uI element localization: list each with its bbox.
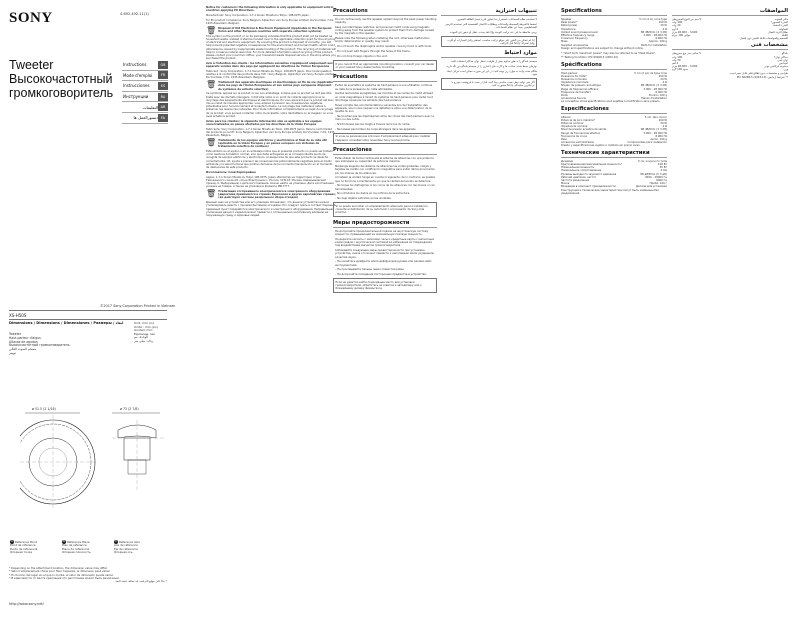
precaution-item: Al instalar la unidad, tenga en cuenta lo siguiente; de lo contrario, es posible que no funcione correctamente y/o que la calidad del sonido se deteriore. bbox=[335, 176, 435, 183]
spec-value: 4 Ω bbox=[662, 81, 667, 85]
weee-heading: Tratamiento de los equipos eléctricos y electrónicos al final de su vida útil (aplicable en la Unión Europea y en países europeos con sistemas de tratamiento selectivo de residuos) bbox=[218, 138, 327, 149]
spec-value: 100 Вт bbox=[657, 162, 667, 166]
unit-text: الوحدة: مم bbox=[134, 335, 148, 340]
precaution-item: – Ne touchez pas les diaphragmes et/ou les cônes des haut-parleurs avec la main ou des outils. bbox=[335, 114, 434, 122]
spec-value: حدود 100 گرم bbox=[672, 68, 689, 72]
eu-notice-column bbox=[206, 6, 336, 611]
spec-label: Рабочий диапазон частот bbox=[561, 175, 597, 179]
note-text: * En función del lugar en el que lo monte, el valor de dimensión puede variar. bbox=[9, 572, 114, 577]
precaution-item: – No deje objetos extraños en las unidades. bbox=[335, 197, 392, 201]
spec-value: 30 Вт bbox=[659, 166, 667, 170]
spec-value: Детали для установки bbox=[636, 185, 667, 189]
note-text: * Selon l'emplacement choisi pour fixer l'appareil, la dimension peut varier. bbox=[9, 569, 111, 574]
language-row bbox=[122, 81, 168, 92]
spec-footnote: ** شرایط آزمایش: IEC 60268-5 (2003-10) bbox=[736, 76, 788, 80]
notice-heading: Изготовитель: Сони Корпорейшн bbox=[206, 170, 256, 174]
section-heading: موارد احتیاط bbox=[441, 50, 537, 58]
section-heading: Precautions bbox=[333, 8, 437, 16]
legend-text: Опорная точка bbox=[10, 550, 33, 555]
front-view-drawing bbox=[20, 413, 98, 508]
website-link[interactable]: http://www.sony.net/ bbox=[9, 602, 44, 606]
spec-value: 4 Ω bbox=[662, 27, 667, 31]
precaution-item: Do not continuously use the speaker system beyond the peak power handling capacity. bbox=[335, 18, 437, 25]
precaution-item: Évitez de soumettre le système de haut-parleurs à une utilisation continue au-delà de la puissance de crête admissible. bbox=[335, 84, 433, 91]
notice-text: Fabricant : Sony Corporation, 1-7-1 Konan Minato-ku Tokyo, 108-0075 Japon. Pour toute question relative à la conformité des produits dans l'UE : Sony Belgium, bijkantoor van Sony Europe Limited, Da Vincilaan 7-D1, 1935 Zaventem, Belgique. bbox=[206, 70, 336, 80]
precaution-box: إذا لم تتمكن من العثور على موقع تركيب مناسب، استشر وكيل السيارات أو أقرب وكيل لشركة Sony قبل التركيب. bbox=[441, 36, 537, 47]
spec-label: Puissance de crête* bbox=[561, 74, 587, 78]
spec-value: 3000 – 28000 Гц bbox=[645, 175, 667, 179]
spec-value: Componentes para instalación bbox=[627, 141, 667, 145]
legend-text: Point de référence bbox=[10, 543, 36, 548]
spec-label: توان نامی bbox=[777, 58, 788, 62]
spec-value: 3,000 – 28,000 هرتز bbox=[672, 30, 698, 34]
weee-block bbox=[206, 190, 336, 201]
divider bbox=[9, 319, 167, 320]
legend-text: Axe de référence bbox=[114, 543, 138, 548]
section-heading: تنبيهات احترازية bbox=[441, 8, 537, 16]
product-name: مضخم الصوت العالي bbox=[9, 347, 37, 352]
section-heading: Précautions bbox=[333, 74, 437, 82]
language-code: AR bbox=[158, 103, 168, 111]
section-heading: Precauciones bbox=[333, 147, 437, 155]
legend-text: Plan de référence bbox=[62, 543, 87, 548]
spec-value: 6,000 Hz bbox=[655, 37, 667, 41]
language-row bbox=[122, 102, 168, 113]
dimension-diagram bbox=[20, 390, 170, 535]
precaution-item: Please note the following when installing the unit, otherwise malfunction and/or deterioration in quality may result. bbox=[335, 37, 430, 44]
notice-heading: Aviso para los clientes: la siguiente información sólo es aplicable a los equipos comercializados en países afectados por las directivas de la Unión Europea bbox=[206, 119, 322, 126]
legend-item-b bbox=[62, 540, 91, 555]
dimension-notes bbox=[9, 567, 167, 583]
spec-label: القدرة القصوى* bbox=[770, 21, 788, 25]
weee-text: Данный знак на устройстве или его упаковке обозначает, что данное устройство нельзя утилизировать вместе с прочими бытовыми отходами. Его следует сдать в соответствующий приемный пункт переработки электрического и электронного оборудования. Неправильная утилизация данного изделия может привести к потенциально негативному влиянию на окружающую среду и здоровье людей. bbox=[206, 201, 336, 218]
spec-label: Частота разделения bbox=[561, 178, 590, 182]
spec-label: Rango de frecuencias efectivo bbox=[561, 131, 601, 135]
spec-label: القدرة المقننة bbox=[773, 24, 788, 28]
arabic-persian-precautions bbox=[441, 6, 537, 306]
notice-text: For EU product compliance: Sony Belgium, bijkantoor van Sony Europe Limited, Da Vincilaan 7-D1, 1935 Zaventem, Belgium. bbox=[206, 18, 335, 25]
sony-logo: SONY bbox=[9, 10, 53, 26]
spec-note: طراحی و مشخصات بدون اطلاع قبلی قابل تغییر است. bbox=[729, 71, 788, 75]
section-heading: Spécifications bbox=[561, 62, 667, 70]
language-row bbox=[122, 71, 168, 82]
spec-label: Входящие в комплект принадлежности bbox=[561, 185, 616, 189]
weee-bin-icon: 🗑 bbox=[206, 137, 217, 147]
precaution-item: Не допускайте продолжительной подачи на акустическую систему мощности, превышающей ее номинальную пиковую мощность. bbox=[335, 230, 429, 237]
product-name: Высокочастотный громкоговоритель bbox=[9, 343, 70, 348]
spec-value: 3 000 – 28 000 Hz bbox=[643, 131, 667, 135]
spec-label: Peak power* bbox=[561, 21, 578, 25]
spec-value: 5 cm, tipo cónico bbox=[644, 115, 667, 119]
precaution-box: If you cannot find an appropriate mounting location, consult your car dealer or your nearest Sony dealer before mounting. bbox=[333, 60, 437, 71]
spec-label: Speaker bbox=[561, 18, 572, 21]
weee-heading: Утилизация отслужившего электрического и электронного оборудования (директива применяется в странах Евросоюза и других европейских странах, где действуют системы раздельного сбора отходов) bbox=[218, 190, 336, 200]
product-name: توییتر bbox=[9, 350, 16, 355]
spec-value: 5 см, конусного типа bbox=[638, 159, 667, 163]
spec-label: Масса bbox=[561, 182, 570, 186]
spec-value: 30 وات bbox=[672, 58, 681, 62]
spec-label: Nivel de presión acústica de salida bbox=[561, 128, 607, 132]
spec-label: Altavoz bbox=[561, 115, 571, 119]
spec-note: Design and specifications are subject to change without notice. bbox=[561, 46, 644, 50]
spec-value: 6 000 Hz bbox=[655, 90, 667, 94]
spec-label: نطاق التردد الفعال bbox=[767, 30, 788, 34]
language-code: FR bbox=[158, 71, 168, 79]
spec-value: 88 dB/W/m (± 3 dB) bbox=[640, 128, 667, 132]
weee-block bbox=[206, 139, 336, 150]
note-text: * Depending on the attachment location, the dimension value may differ. bbox=[9, 566, 108, 570]
weee-block bbox=[206, 27, 336, 35]
spec-note: La conception et les spécifications sont sujettes à modification sans préavis. bbox=[561, 100, 661, 104]
spec-value: 100 W bbox=[658, 74, 667, 78]
precautions-column bbox=[333, 6, 437, 611]
units-list bbox=[134, 322, 158, 344]
title-line: Высокочастотный bbox=[9, 72, 113, 86]
product-title bbox=[9, 58, 113, 100]
precaution-item: لا تستخدم نظام السماعات باستمرار بما يتجاوز قدرة تحمل الطاقة القصوى. bbox=[456, 18, 537, 21]
precaution-box: Si no puede encontrar un emplazamiento adecuado para la instalación, consulte al distribuidor de su automóvil o al proveedor de Sony más próximo. bbox=[333, 202, 437, 217]
notice-heading: Notice for customers: the following information is only applicable to equipment sold in countries applying EU Directives. bbox=[206, 6, 334, 13]
language-row bbox=[122, 113, 168, 124]
precaution-item: – Не касайтесь диафрагм и/или диффузоров руками или какими-либо инструментами. bbox=[335, 260, 432, 267]
precaution-item: Keep recorded tapes, watches, and personal credit cards using magnetic coding away from the speaker system to protect them from damage caused by the magnets in the speaker. bbox=[335, 26, 435, 36]
arabic-persian-specifications bbox=[672, 6, 788, 246]
precaution-item: – Не просовывайте пальцы через отверстия рамы. bbox=[335, 268, 405, 272]
mount-label: ø 73 (2 7/8) bbox=[120, 407, 139, 411]
language-code: FA bbox=[158, 114, 168, 122]
notice-heading: Avis à l'intention des clients : les informations suivantes s'appliquent uniquement aux appareils vendus dans des pays qui appliquent les directives de l'Union Européenne bbox=[206, 62, 333, 69]
precaution-item: Mantenga alejados del sistema de altavoces las cintas grabadas, relojes y tarjetas de crédito con codificación magnética para evitar daños provocados por los imanes de los altavoces. bbox=[335, 165, 435, 175]
product-name: Tweeter bbox=[9, 332, 22, 336]
spec-label: Potencia de pico máxima* bbox=[561, 118, 595, 122]
spec-value: 6 000 Hz bbox=[655, 134, 667, 138]
spec-value: 30 W bbox=[660, 78, 667, 82]
spec-label: Динамик bbox=[561, 159, 574, 163]
precaution-item: Gardez les bandes enregistrées, les montres et les cartes de crédit utilisant un code magnétique à l'écart du système de haut-parleurs pour éviter tout dommage causé par les aimants des haut-parleurs. bbox=[335, 92, 434, 102]
spec-value: 5 cm (2 in) cone type bbox=[639, 18, 667, 21]
spec-value: 88 dB/W/m (± 3 dB) bbox=[640, 84, 667, 88]
product-name: Haut-parleur d'aigus bbox=[9, 335, 41, 340]
spec-label: Rated power bbox=[561, 24, 578, 28]
spec-label: Accessoires fournis bbox=[561, 97, 586, 101]
notice-text: Manufacturer: Sony Corporation, 1-7-1 Konan Minato-ku Tokyo, 108-0075 Japan. bbox=[206, 14, 310, 17]
weee-text: This symbol on the product or on its packaging indicates that this product shall not be treated as household waste. Instead it shall be handed over to the applicable collection point for the recycling of electrical and electronic equipment. By ensuring this product is disposed of correctly, you will help prevent potential negative consequences for the environment and human health, which could otherwise be caused by inappropriate waste handling of this product. The recycling of materials will help to conserve natural resources. For more detailed information about recycling of this product, please contact your local Civic Office, your household waste disposal service or the shop where you purchased the product. bbox=[206, 34, 336, 61]
spec-value: Environ 100 g bbox=[648, 94, 667, 98]
spec-value: 4 Ω bbox=[662, 125, 667, 129]
language-name: دستورالعمل ها bbox=[133, 115, 158, 121]
section-heading: المواصفات bbox=[672, 8, 788, 16]
spec-label: محدوده فرکانس موثر bbox=[764, 65, 788, 69]
language-row bbox=[122, 92, 168, 103]
notice-text: Fabricante: Sony Corporation, 1-7-1 Konan Minato-ku Tokio, 108-0075 Japón. Para la conformidad del producto en la UE: Sony Belgium, bijkantoor van Sony Europe Limited, Da Vincilaan 7-D1, 1935 Zaventem, Bélgica. bbox=[206, 127, 335, 138]
spec-value: 3 000 – 28 000 Hz bbox=[643, 87, 667, 91]
unit-text: Unité : mm (po) bbox=[134, 324, 158, 329]
precaution-box: اگر نمی توانید محل نصب مناسبی پیدا کنید، قبل از نصب با فروشنده خودرو یا نزدیکترین نمایندگی Sony مشورت کنید. bbox=[441, 78, 537, 89]
spec-value: 3,000 – 28,000 هرتز bbox=[672, 65, 698, 69]
section-heading: Especificaciones bbox=[561, 106, 667, 114]
legend-badge: B bbox=[63, 540, 65, 543]
language-row bbox=[122, 60, 168, 71]
language-name: Mode d'emploi bbox=[123, 72, 153, 78]
spec-label: Frecuencia de cruce bbox=[561, 134, 588, 138]
spec-label: الكتلة bbox=[782, 34, 788, 38]
spec-value: 30 وات bbox=[672, 24, 681, 28]
spec-label: وزن bbox=[783, 68, 788, 72]
spec-label: Haut-parleur bbox=[561, 71, 578, 75]
spec-value: 5 سم من النوع المخروطي bbox=[672, 18, 701, 21]
divider bbox=[9, 310, 167, 311]
language-code: ES bbox=[158, 82, 168, 90]
spec-value: 3,000 – 28,000 Hz bbox=[643, 34, 667, 38]
spec-value: 30 W bbox=[660, 24, 667, 28]
precaution-item: هنگام نصب واحد به موارد زیر توجه کنید، در غیر این صورت ممکن است خرابی ایجاد شود. bbox=[446, 70, 537, 77]
legend-text: Reference Axis bbox=[119, 540, 140, 544]
spec-value: 100 وات bbox=[672, 55, 683, 59]
spec-value: حوالي 100 جرام bbox=[672, 34, 691, 38]
precaution-box: Si vous ne parvenez pas à trouver d'emplacement adéquat pour installer l'appareil, consultez votre revendeur Sony le plus proche. bbox=[333, 133, 437, 144]
precaution-item: احتفظ بالأشرطة المسجلة والساعات وبطاقات الائتمان الشخصية التي تستخدم الترميز المغناطيسي بعيداً عن نظام السماعات. bbox=[445, 22, 537, 29]
language-index bbox=[122, 60, 168, 124]
legend-text: Reference Point bbox=[15, 540, 37, 544]
precaution-item: – N'introduisez pas les doigts à travers les trous du cadre. bbox=[335, 122, 411, 126]
spec-label: Output sound pressure level bbox=[561, 30, 598, 34]
spec-value: 100 وات bbox=[672, 21, 683, 25]
spec-value: 4 اهم bbox=[672, 62, 679, 66]
spec-value: Pièces d'installation bbox=[641, 97, 667, 101]
precaution-item: Не держите кассеты с записями, часы и кредитные карты с магнитным кодом рядом с акустической системой во избежание их повреждения под воздействием магнитов громкоговорителя. bbox=[335, 238, 435, 248]
spec-value: 4 أوم bbox=[672, 27, 679, 31]
weee-bin-icon: 🗑 bbox=[206, 80, 217, 90]
product-names bbox=[9, 333, 70, 356]
precaution-item: – Ne laissez pas tomber de corps étrangers dans les appareils. bbox=[335, 127, 417, 131]
unit-text: Unit: mm (in) bbox=[134, 321, 154, 325]
spec-label: Accesorios suministrados bbox=[561, 141, 594, 145]
weee-text: Este símbolo en el equipo o en su embalaje indica que el presente producto no puede ser tratado como residuos doméstico normal, sino que debe entregarse en el correspondiente punto de recogida de equipos eléctricos y electrónicos. Al asegurarse de que este producto se desecha correctamente, Ud. ayuda a prevenir las consecuencias potencialmente negativas para el medio ambiente y la salud humana que podrían derivarse de la incorrecta manipulación en el momento de deshacerse de este producto. bbox=[206, 150, 333, 170]
weee-heading: Disposal of Old Electrical & Electronic Equipment (Applicable in the European Union and other European countries with separate collection systems) bbox=[218, 26, 332, 33]
spec-label: المعاوقة bbox=[779, 27, 788, 31]
spec-label: Кратковременная максимальная мощность* bbox=[561, 162, 623, 166]
unit-text: Unidad: mm bbox=[134, 328, 153, 333]
spec-label: Impédance nominale bbox=[561, 81, 589, 85]
spec-value: 100 W bbox=[658, 21, 667, 25]
precaution-item: Соблюдайте следующие меры предосторожности при установке устройства, иначе это может привести к неполадкам и/или ухудшению качества звука. bbox=[335, 249, 435, 259]
legend-text: Punto de referencia bbox=[10, 546, 38, 551]
language-code: RU bbox=[158, 93, 168, 101]
spec-label: Impedance bbox=[561, 27, 576, 31]
weee-bin-icon: 🗑 bbox=[206, 25, 217, 35]
spec-value: 5 cm (2 po) de type cône bbox=[634, 71, 667, 75]
spec-value: 88 дБ/Вт/м (± 3 дБ) bbox=[640, 172, 667, 176]
spec-value: 88 dB/W/m (± 3 dB) bbox=[640, 30, 667, 34]
precaution-item: سیستم بلندگو را به طور مداوم بیش از ظرفیت تحمل توان حداکثر استفاده نکنید. bbox=[450, 60, 537, 64]
unit-text: Единицы: мм bbox=[134, 331, 155, 336]
spec-note: Конструкция и технические характеристики могут быть изменены без уведомления. bbox=[561, 188, 659, 195]
precaution-item: – No toque los diafragmas ni los conos de los altavoces con las manos ni con herramientas. bbox=[335, 184, 435, 191]
legend-text: Reference Plane bbox=[67, 540, 90, 544]
spec-label: Poids bbox=[561, 94, 568, 98]
language-name: التعليمات bbox=[142, 104, 158, 110]
precaution-item: يرجى ملاحظة ما يلي عند تركيب الوحدة وإلا فقد يحدث عطل أو تدهور في الجودة. bbox=[449, 30, 537, 34]
spec-label: Fréquence de transfert bbox=[561, 90, 591, 94]
spec-label: Effective frequency range bbox=[561, 34, 595, 38]
spec-label: امپدانس bbox=[778, 62, 788, 66]
part-number: 4-692-492-11(1) bbox=[120, 12, 149, 16]
spec-value: Прибл. 100 г bbox=[649, 182, 667, 186]
spec-label: Номинальная мощность bbox=[561, 166, 595, 170]
weee-heading: Traitement des appareils électriques et électroniques en fin de vie (Applicable dans les pays de l'Union Européenne et aux autres pays européens disposant de systèmes de collecte sélective) bbox=[218, 81, 334, 91]
precaution-item: – Не допускайте попадания посторонних предметов в устройство. bbox=[335, 273, 427, 277]
spec-value: 6000 Гц bbox=[656, 178, 667, 182]
dimensions-title: Dimensions / Dimensions / Dimensiones / Размеры / ابعاد bbox=[9, 321, 124, 325]
precaution-item: نوارهای ضبط شده، ساعت ها و کارت های اعتباری را از سیستم بلندگو دور نگه دارید. bbox=[445, 65, 537, 69]
spec-label: Plage de fréquences efficace bbox=[561, 87, 599, 91]
language-name: Инструкции bbox=[123, 94, 149, 100]
precaution-item: – Do not push with fingers through the holes of the frame. bbox=[335, 50, 411, 53]
precaution-item: Evite utilizar de forma continuada el sistema de altavoces con una potencia que sobrepase su capacidad de potencia máxima. bbox=[335, 157, 434, 164]
precaution-item: – Do not touch the diaphragms and/or speaker cone by hand or with tools. bbox=[335, 45, 432, 49]
spec-label: بلندگو bbox=[781, 52, 788, 56]
spec-label: Peso bbox=[561, 138, 568, 142]
legend-text: Plano de referencia bbox=[62, 546, 90, 551]
weee-block bbox=[206, 81, 336, 92]
spec-value: 4 Ом bbox=[660, 169, 667, 173]
spec-label: Mass bbox=[561, 40, 568, 44]
spec-label: Номинальное сопротивление bbox=[561, 169, 602, 173]
spec-value: Approx. 100 g bbox=[648, 40, 667, 44]
notice-text: Адрес: 1-7-1 Konan Minato-ku Tokyo 108-0075, Japan. Импортер на территории стран Таможенного союза АО «Сони Электроникс», Россия, 123103, Москва, Карамышевский проезд, 6. Информацию о дате изготовления, можно найти на упаковке. Дата изготовления указана на товаре, а также на упаковке в формате ММ.ГГГГ. bbox=[206, 175, 334, 189]
spec-label: حداکثر توان* bbox=[774, 55, 788, 59]
spec-footnote: * "Short term maximum power" may also be referred to as "Peak Power". bbox=[561, 51, 657, 55]
legend-item-a bbox=[10, 540, 37, 555]
precaution-item: Tenez compte des recommandations suivantes lors de l'installation des appareils, sinon vous risquez une défaillance et/ou une détérioration de la qualité du son. bbox=[335, 103, 432, 114]
specifications-column bbox=[561, 6, 667, 611]
spec-label: Puissance nominale bbox=[561, 78, 587, 82]
precaution-item: – No introduzca los dedos en los orificios de la estructura. bbox=[335, 192, 410, 196]
spec-value: 30 W bbox=[660, 122, 667, 126]
spec-value: 5 سانتی متر نوع مخروطی bbox=[672, 52, 701, 56]
copyright-text: ©2017 Sony Corporation Printed in Vietnam bbox=[100, 304, 176, 308]
diameter-label: ø 51.5 (2 1/16) bbox=[32, 407, 56, 411]
precaution-box: Если не удается найти подходящее место для установки громкоговорителя, обратитесь за советом к автодилеру или к ближайшему дилеру фирмы Sony. bbox=[333, 278, 437, 293]
weee-text: Ce symbole, apposé sur le produit ou sur son emballage, indique que ce produit ne doit pas être traité avec les déchets ménagers. Il doit être remis à un point de collecte approprié pour le recyclage des équipements électriques et électroniques. En vous assurant que ce produit est bien mis au rebut de manière appropriée, vous aiderez à prévenir les conséquences négatives potentielles pour l'environnement et la santé humaine. Le recyclage des matériaux aidera à préserver les ressources naturelles. Pour toute information complémentaire au sujet du recyclage de ce produit, vous pouvez contacter votre municipalité, votre déchetterie ou le magasin où vous avez acheté le produit. bbox=[206, 92, 334, 118]
spec-note: التصميم والمواصفات قابلة للتغيير دون إشعار. bbox=[739, 37, 788, 41]
spec-label: Уровень выходного звукового давления bbox=[561, 172, 617, 176]
note-text: * بناءً على موقع التركيب، قد تختلف قيمة البعد. bbox=[114, 579, 167, 584]
spec-label: Potencia nominal bbox=[561, 122, 584, 126]
spec-label: Niveau de pression acoustique bbox=[561, 84, 601, 88]
spec-footnote: ** Testing Condition: IEC 60268-5 (2003-10) bbox=[561, 56, 618, 60]
legend-badge: C bbox=[115, 540, 117, 543]
section-heading: Технические характеристики bbox=[561, 150, 667, 158]
unit-text: واحد: میلی متر bbox=[134, 338, 153, 343]
spec-label: مكبر الصوت bbox=[774, 18, 788, 21]
spec-note: Diseño y especificaciones sujetos a cambios sin previo aviso. bbox=[561, 144, 641, 148]
language-name: Instructions bbox=[123, 62, 147, 68]
weee-bin-icon: 🗑 bbox=[206, 189, 217, 199]
spec-label: Impedancia nominal bbox=[561, 125, 588, 129]
side-view-drawing bbox=[112, 413, 165, 490]
spec-label: Crossover frequency bbox=[561, 37, 588, 41]
model-number: XS-H50S bbox=[9, 313, 27, 318]
language-name: Instrucciones bbox=[123, 83, 150, 89]
note-text: * В зависимости от места крепления это расстояние может быть различным. bbox=[9, 575, 120, 580]
precaution-item: – Do not drop foreign objects in the unit. bbox=[335, 54, 388, 58]
title-line: Tweeter bbox=[9, 58, 54, 72]
language-code: GB bbox=[158, 61, 168, 69]
legend-text: Опорная ось bbox=[114, 550, 133, 555]
title-line: громкоговоритель bbox=[9, 86, 114, 100]
section-heading: مشخصات فنی bbox=[672, 42, 788, 50]
product-name: Altavoz de agudos bbox=[9, 339, 38, 344]
spec-value: Parts for installation bbox=[640, 43, 667, 47]
legend-item-c bbox=[114, 540, 140, 555]
legend-badge: A bbox=[11, 540, 13, 543]
spec-value: Aprox. 100 g bbox=[650, 138, 667, 142]
legend-text: Eje de referencia bbox=[114, 546, 138, 551]
section-heading: Меры предосторожности bbox=[333, 220, 437, 228]
spec-label: Supplied accessories bbox=[561, 43, 589, 47]
legend-text: Опорная плоскость bbox=[62, 550, 91, 555]
section-heading: Specifications bbox=[561, 8, 667, 16]
spec-value: 100 W bbox=[658, 118, 667, 122]
